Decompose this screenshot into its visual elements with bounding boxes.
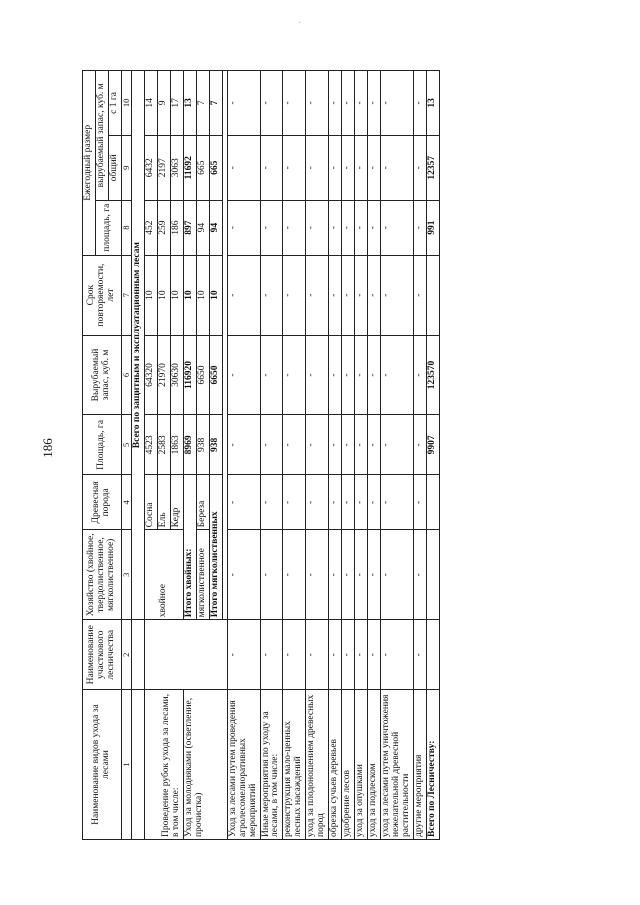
dash-cell: - xyxy=(381,415,414,475)
dash-cell: - xyxy=(368,135,381,200)
dash-cell: - xyxy=(414,71,427,136)
section-spacer xyxy=(131,620,144,690)
empty-cell xyxy=(427,620,440,690)
col-index: 1 xyxy=(121,690,131,840)
dash-cell: - xyxy=(368,415,381,475)
activity-row xyxy=(381,71,414,840)
section-row xyxy=(131,71,144,840)
col-index: 8 xyxy=(121,200,131,255)
activity-row xyxy=(306,71,329,840)
dash-cell: - xyxy=(227,475,260,530)
dash-cell: - xyxy=(368,200,381,255)
col-index: 9 xyxy=(121,135,131,200)
dash-cell: - xyxy=(260,415,283,475)
dash-cell: - xyxy=(414,335,427,415)
annual-per-ha-cell: 13 xyxy=(183,71,196,136)
dash-cell: - xyxy=(260,530,283,620)
dash-cell: - xyxy=(381,475,414,530)
period-cell: 10 xyxy=(157,255,170,335)
dash-cell: - xyxy=(260,335,283,415)
dash-cell: - xyxy=(283,415,306,475)
dash-cell: - xyxy=(342,71,355,136)
activity-label: удобрение лесов xyxy=(342,690,355,840)
area-cell: 8969 xyxy=(183,415,196,475)
dash-cell: - xyxy=(306,415,329,475)
annual-area-cell: 897 xyxy=(183,200,196,255)
dash-cell: - xyxy=(355,530,368,620)
dash-cell: - xyxy=(355,135,368,200)
forest-care-table xyxy=(82,70,440,840)
annual-per-ha-cell: 9 xyxy=(157,71,170,136)
dash-cell: - xyxy=(368,335,381,415)
dash-cell: - xyxy=(355,415,368,475)
area-cell: 2583 xyxy=(157,415,170,475)
dash-cell: - xyxy=(329,200,342,255)
annual-area-cell: 94 xyxy=(209,200,222,255)
dash-cell: - xyxy=(342,135,355,200)
activity-row xyxy=(355,71,368,840)
annual-area-cell: 452 xyxy=(144,200,157,255)
header-c2: Наименование участкового лесничества xyxy=(83,620,122,690)
dash-cell: - xyxy=(329,335,342,415)
dash-cell: - xyxy=(414,475,427,530)
coniferous-label: хвойное xyxy=(144,530,183,620)
dash-cell: - xyxy=(342,415,355,475)
species-cell: Сосна xyxy=(144,475,157,530)
dash-cell: - xyxy=(381,530,414,620)
period-cell: 10 xyxy=(144,255,157,335)
dash-cell: - xyxy=(306,475,329,530)
dash-cell: - xyxy=(414,620,427,690)
col-index: 2 xyxy=(121,620,131,690)
activity-row xyxy=(329,71,342,840)
activity-label: уход за опушками xyxy=(355,690,368,840)
dash-cell: - xyxy=(355,71,368,136)
dash-cell: - xyxy=(342,530,355,620)
section-title: Всего по защитным и эксплуатационным лесам xyxy=(131,71,144,620)
species-cell: Кедр xyxy=(170,475,183,530)
dash-cell: - xyxy=(342,200,355,255)
period-cell: 10 xyxy=(196,255,209,335)
total-soft-label: Итого мягколиственных xyxy=(209,475,222,620)
header-c3: Хозяйство (хвойное, твердолиственное, мягколиственное) xyxy=(83,530,122,620)
header-c5: Площадь, га xyxy=(83,415,122,475)
logging-label: Проведение рубок ухода за лесами, в том числе: xyxy=(144,690,183,840)
header-c9: общий xyxy=(108,135,121,200)
dash-cell: - xyxy=(306,335,329,415)
dash-cell: - xyxy=(414,255,427,335)
volume-cell: 21970 xyxy=(157,335,170,415)
annual-per-ha-cell: 13 xyxy=(427,71,440,136)
dash-cell: - xyxy=(342,255,355,335)
area-cell: 4523 xyxy=(144,415,157,475)
dash-cell: - xyxy=(368,71,381,136)
area-cell: 938 xyxy=(209,415,222,475)
header-vol: вырубаемый запас, куб. м xyxy=(95,71,108,201)
dash-cell: - xyxy=(260,135,283,200)
annual-volume-cell: 2197 xyxy=(157,135,170,200)
activity-row xyxy=(342,71,355,840)
dash-cell: - xyxy=(227,530,260,620)
volume-cell: 6650 xyxy=(196,335,209,415)
dash-cell: - xyxy=(260,255,283,335)
dash-cell: - xyxy=(381,200,414,255)
activity-row xyxy=(260,71,283,840)
dash-cell: - xyxy=(260,475,283,530)
dash-cell: - xyxy=(414,530,427,620)
header-c1: Наименование видов ухода за лесами xyxy=(83,690,122,840)
empty-cell xyxy=(427,530,440,620)
period-cell: 10 xyxy=(170,255,183,335)
header-row-1 xyxy=(83,71,96,840)
page-number: 186 xyxy=(39,438,55,458)
area-cell: 1863 xyxy=(170,415,183,475)
dash-cell: - xyxy=(381,335,414,415)
section-spacer xyxy=(131,690,144,840)
header-c7: Срок повторяемости, лет xyxy=(83,255,122,335)
annual-volume-cell: 665 xyxy=(196,135,209,200)
total-coniferous-label: Итого хвойных: xyxy=(183,475,196,620)
header-c6: Вырубаемый запас, куб. м xyxy=(83,335,122,415)
annual-per-ha-cell: 17 xyxy=(170,71,183,136)
activity-label: другие мероприятия xyxy=(414,690,427,840)
dash-cell: - xyxy=(283,335,306,415)
dash-cell: - xyxy=(368,620,381,690)
dash-cell: - xyxy=(306,620,329,690)
soft-leaved-label: мягколиственное xyxy=(196,530,209,620)
dash-cell: - xyxy=(329,71,342,136)
header-c4: Древесная порода xyxy=(83,475,122,530)
annual-per-ha-cell: 7 xyxy=(196,71,209,136)
activity-row xyxy=(283,71,306,840)
dash-cell: - xyxy=(368,475,381,530)
dash-cell: - xyxy=(414,135,427,200)
dash-cell: - xyxy=(329,475,342,530)
dash-cell: - xyxy=(329,620,342,690)
dash-cell: - xyxy=(414,415,427,475)
empty-cell xyxy=(427,475,440,530)
volume-cell: 6650 xyxy=(209,335,222,415)
dash-cell: - xyxy=(227,71,260,136)
dash-cell: - xyxy=(283,71,306,136)
dash-cell: - xyxy=(355,255,368,335)
dash-cell: - xyxy=(368,255,381,335)
dash-cell: - xyxy=(260,71,283,136)
dash-cell: - xyxy=(306,255,329,335)
column-index-row xyxy=(121,71,131,840)
dash-cell: - xyxy=(227,335,260,415)
volume-cell: 123570 xyxy=(427,335,440,415)
dash-cell: - xyxy=(306,530,329,620)
header-c10: с 1 га xyxy=(108,71,121,136)
dash-cell: - xyxy=(414,200,427,255)
dash-cell: - xyxy=(283,255,306,335)
dash-cell: - xyxy=(283,200,306,255)
annual-area-cell: 94 xyxy=(196,200,209,255)
dash-cell: - xyxy=(381,255,414,335)
forestry-cell xyxy=(144,620,227,690)
header-c8: площадь, га xyxy=(95,200,121,255)
dash-cell: - xyxy=(306,200,329,255)
period-cell: 10 xyxy=(209,255,222,335)
dash-cell: - xyxy=(283,530,306,620)
dash-cell: - xyxy=(355,475,368,530)
dash-cell: - xyxy=(355,620,368,690)
activity-row xyxy=(414,71,427,840)
annual-volume-cell: 12357 xyxy=(427,135,440,200)
page-top-mark: · xyxy=(298,18,302,29)
dash-cell: - xyxy=(381,135,414,200)
dash-cell: - xyxy=(283,475,306,530)
annual-volume-cell: 11692 xyxy=(183,135,196,200)
col-index: 10 xyxy=(121,71,131,136)
dash-cell: - xyxy=(283,135,306,200)
activity-label: уход за лесами путем уничтожения нежелательной древесной растительности xyxy=(381,690,414,840)
activity-label: уход за плодоношением древесных пород xyxy=(306,690,329,840)
dash-cell: - xyxy=(381,620,414,690)
dash-cell: - xyxy=(342,475,355,530)
dash-cell: - xyxy=(227,200,260,255)
dash-cell: - xyxy=(342,620,355,690)
total-coniferous-row xyxy=(183,71,196,840)
dash-cell: - xyxy=(355,200,368,255)
dash-cell: - xyxy=(306,71,329,136)
activity-label: Иные мероприятия по уходу за лесами, в том числе: xyxy=(260,690,283,840)
dash-cell: - xyxy=(355,335,368,415)
dash-cell: - xyxy=(329,135,342,200)
dash-cell: - xyxy=(329,415,342,475)
activity-label: уход за подлеском xyxy=(368,690,381,840)
activity-row xyxy=(227,71,260,840)
dash-cell: - xyxy=(381,71,414,136)
activity-label: реконструкция мало-ценных лесных насаждений xyxy=(283,690,306,840)
dash-cell: - xyxy=(342,335,355,415)
volume-cell: 30630 xyxy=(170,335,183,415)
area-cell: 938 xyxy=(196,415,209,475)
dash-cell: - xyxy=(368,530,381,620)
period-cell: 10 xyxy=(183,255,196,335)
dash-cell: - xyxy=(329,530,342,620)
grand-total-row xyxy=(427,71,440,840)
annual-per-ha-cell: 7 xyxy=(209,71,222,136)
volume-cell: 64320 xyxy=(144,335,157,415)
dash-cell: - xyxy=(283,620,306,690)
activity-label: Уход за лесами путем проведения агролесомелиоративных мероприятий xyxy=(227,690,260,840)
annual-volume-cell: 665 xyxy=(209,135,222,200)
rotated-table-container xyxy=(82,70,482,840)
dash-cell: - xyxy=(260,620,283,690)
dash-cell: - xyxy=(227,415,260,475)
empty-cell xyxy=(427,255,440,335)
header-annual: Ежегодный размер xyxy=(83,71,96,256)
volume-cell: 116920 xyxy=(183,335,196,415)
table-row xyxy=(144,71,157,840)
col-index: 4 xyxy=(121,475,131,530)
annual-area-cell: 259 xyxy=(157,200,170,255)
area-cell: 9907 xyxy=(427,415,440,475)
species-cell: Ель xyxy=(157,475,170,530)
annual-volume-cell: 6432 xyxy=(144,135,157,200)
col-index: 5 xyxy=(121,415,131,475)
grand-total-label: Всего по Лесничеству: xyxy=(427,690,440,840)
species-cell: Береза xyxy=(196,475,209,530)
dash-cell: - xyxy=(329,255,342,335)
col-index: 7 xyxy=(121,255,131,335)
dash-cell: - xyxy=(227,135,260,200)
dash-cell: - xyxy=(227,255,260,335)
activity-label: обрезка сучьев деревьев xyxy=(329,690,342,840)
annual-volume-cell: 3063 xyxy=(170,135,183,200)
activity-row xyxy=(368,71,381,840)
dash-cell: - xyxy=(227,620,260,690)
annual-area-cell: 991 xyxy=(427,200,440,255)
dash-cell: - xyxy=(306,135,329,200)
col-index: 6 xyxy=(121,335,131,415)
annual-area-cell: 186 xyxy=(170,200,183,255)
dash-cell: - xyxy=(260,200,283,255)
young-care-label: Уход за молодняками (осветление, прочистка) xyxy=(183,690,227,840)
col-index: 3 xyxy=(121,530,131,620)
annual-per-ha-cell: 14 xyxy=(144,71,157,136)
